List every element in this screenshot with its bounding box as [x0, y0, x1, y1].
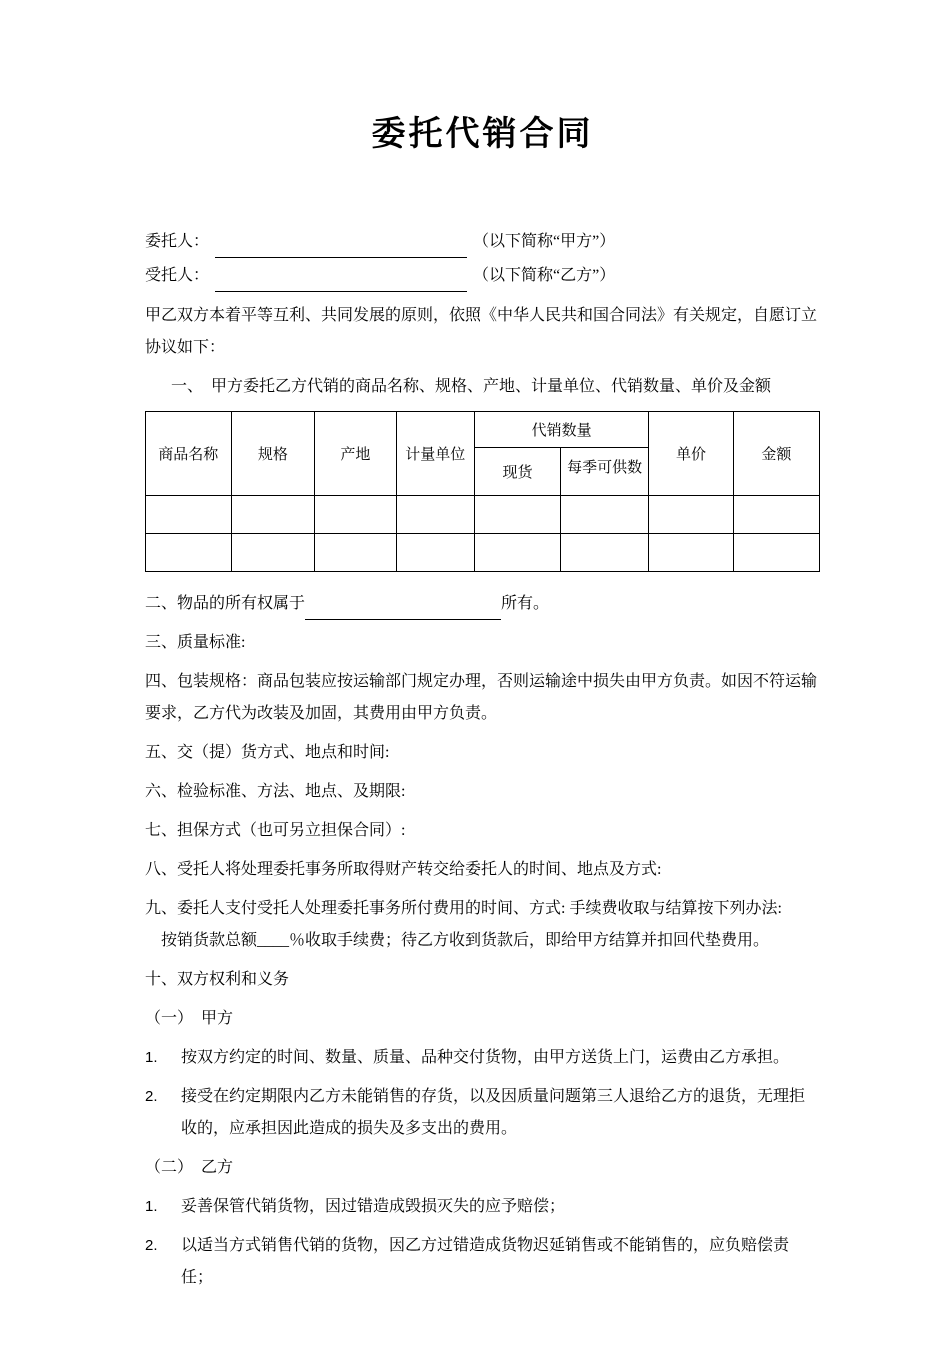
list-text: 按双方约定的时间、数量、质量、品种交付货物，由甲方送货上门，运费由乙方承担。	[181, 1049, 790, 1066]
cell-spot	[474, 534, 560, 572]
clause-7: 七、担保方式（也可另立担保合同）:	[145, 822, 406, 839]
cell-origin	[315, 534, 397, 572]
list-number: 2.	[145, 1237, 158, 1254]
clause-9-line2: 按销货款总额____％收取手续费；待乙方收到货款后，即给甲方结算并扣回代垫费用。	[161, 932, 770, 949]
party-a-heading: （一） 甲方	[145, 1010, 234, 1027]
header-amount: 金额	[733, 412, 819, 496]
header-spot: 现货	[474, 448, 560, 496]
list-number: 1.	[145, 1049, 158, 1066]
clause-4: 四、包装规格：商品包装应按运输部门规定办理，否则运输途中损失由甲方负责。如因不符运输要求，乙方代为改装及加固，其费用由甲方负责。	[145, 673, 818, 722]
clause-5: 五、交（提）货方式、地点和时间:	[145, 744, 390, 761]
party-a-item-1	[145, 1042, 820, 1074]
header-origin: 产地	[315, 412, 397, 496]
table-row	[146, 496, 820, 534]
cell-unit	[396, 496, 474, 534]
clause-10: 十、双方权利和义务	[145, 971, 290, 988]
ownership-fill-in-blank	[305, 602, 501, 620]
preamble-paragraph: 甲乙双方本着平等互利、共同发展的原则，依照《中华人民共和国合同法》有关规定，自愿订立协议如下：	[145, 307, 818, 356]
cell-amount	[733, 534, 819, 572]
cell-unit-price	[649, 496, 733, 534]
list-text: 接受在约定期限内乙方未能销售的存货，以及因质量问题第三人退给乙方的退货，无理拒收的，应承担因此造成的损失及多支出的费用。	[181, 1088, 806, 1137]
table-header-row-top	[146, 412, 820, 448]
agent-note: （以下简称“乙方”）	[473, 267, 616, 284]
header-quarterly-supply: 每季可供数	[561, 448, 649, 496]
clause-9-line1: 九、委托人支付受托人处理委托事务所付费用的时间、方式: 手续费收取与结算按下列办法:	[145, 900, 782, 917]
table-row	[146, 534, 820, 572]
clause-1: 一、 甲方委托乙方代销的商品名称、规格、产地、计量单位、代销数量、单价及金额	[171, 378, 772, 395]
list-number: 2.	[145, 1088, 158, 1105]
cell-quarterly-supply	[561, 496, 649, 534]
clause-6: 六、检验标准、方法、地点、及期限:	[145, 783, 406, 800]
agent-label: 受托人：	[145, 267, 210, 284]
cell-product-name	[146, 496, 232, 534]
cell-unit-price	[649, 534, 733, 572]
cell-quarterly-supply	[561, 534, 649, 572]
party-a-item-2	[145, 1081, 820, 1145]
header-consign-qty-group: 代销数量	[474, 412, 649, 448]
header-spec: 规格	[231, 412, 315, 496]
cell-spec	[231, 496, 315, 534]
list-text: 以适当方式销售代销的货物，因乙方过错造成货物迟延销售或不能销售的，应负赔偿责任；	[181, 1237, 790, 1286]
header-unit: 计量单位	[396, 412, 474, 496]
document-title: 委托代销合同	[371, 116, 594, 153]
clause-3: 三、质量标准:	[145, 634, 246, 651]
clause-2-prefix: 二、物品的所有权属于	[145, 595, 306, 612]
header-unit-price: 单价	[649, 412, 733, 496]
list-number: 1.	[145, 1198, 158, 1215]
principal-line	[145, 225, 820, 258]
party-b-item-1	[145, 1191, 820, 1223]
cell-unit	[396, 534, 474, 572]
cell-amount	[733, 496, 819, 534]
agent-fill-in-blank	[215, 274, 467, 292]
party-b-item-2	[145, 1230, 820, 1294]
agent-line	[145, 259, 820, 292]
header-product-name: 商品名称	[146, 412, 232, 496]
clause-2-suffix: 所有。	[501, 595, 550, 612]
cell-product-name	[146, 534, 232, 572]
principal-fill-in-blank	[215, 240, 467, 258]
cell-spec	[231, 534, 315, 572]
cell-spot	[474, 496, 560, 534]
principal-label: 委托人：	[145, 233, 210, 250]
goods-table	[145, 411, 820, 572]
list-text: 妥善保管代销货物，因过错造成毁损灭失的应予赔偿；	[181, 1198, 566, 1215]
clause-2	[145, 588, 820, 620]
cell-origin	[315, 496, 397, 534]
principal-note: （以下简称“甲方”）	[473, 233, 616, 250]
clause-8: 八、受托人将处理委托事务所取得财产转交给委托人的时间、地点及方式:	[145, 861, 662, 878]
party-b-heading: （二） 乙方	[145, 1159, 234, 1176]
